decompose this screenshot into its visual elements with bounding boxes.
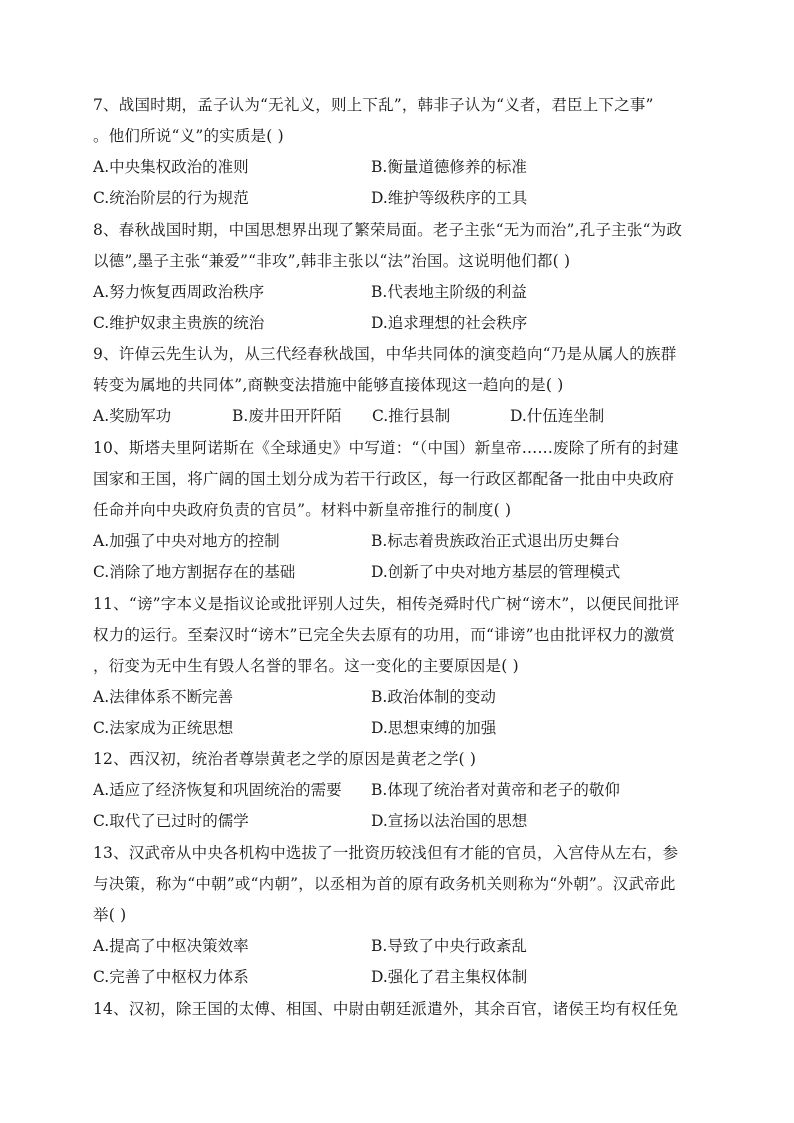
question-12-options-row-1 [93, 775, 713, 806]
option-d[interactable]: D.维护等级秩序的工具 [371, 189, 528, 207]
option-d[interactable]: D.追求理想的社会秩序 [371, 314, 528, 332]
question-text-line: 8、春秋战国时期，中国思想界出现了繁荣局面。老子主张“无为而治”,孔子主张“为政 [93, 221, 683, 239]
option-b[interactable]: B.废井田开阡陌 [232, 407, 342, 425]
question-13-options-row-2 [93, 962, 713, 993]
option-b[interactable]: B.导致了中央行政紊乱 [371, 937, 527, 955]
question-text-line: 国家和王国，将广阔的国土划分成为若干行政区，每一行政区都配备一批由中央政府 [93, 470, 674, 488]
question-11-options-row-1 [93, 682, 713, 713]
question-8-stem [93, 215, 703, 277]
question-12-stem [93, 744, 703, 775]
question-text-line: 11、“谤”字本义是指议论或批评别人过失，相传尧舜时代广树“谤木”，以便民间批评 [93, 595, 680, 613]
question-text-line: 13、汉武帝从中央各机构中选拔了一批资历较浅但有才能的官员，入宫侍从左右，参 [93, 844, 679, 862]
question-text-line: 转变为属地的共同体”,商鞅变法措施中能够直接体现这一趋向的是( ) [93, 376, 564, 394]
question-text-line: 与决策，称为“中朝”或“内朝”，以丞相为首的原有政务机关则称为“外朝”。汉武帝此 [93, 875, 676, 893]
option-d[interactable]: D.宣扬以法治国的思想 [371, 812, 528, 830]
question-text-line: 12、西汉初，统治者尊崇黄老之学的原因是黄老之学( ) [93, 750, 477, 768]
question-10-options-row-2 [93, 557, 713, 588]
question-9-options-row [93, 401, 713, 432]
question-8-options-row-2 [93, 308, 713, 339]
option-a[interactable]: A.加强了中央对地方的控制 [93, 532, 280, 550]
question-7-stem [93, 90, 703, 152]
question-12-options-row-2 [93, 806, 713, 837]
question-text-line: ，衍变为无中生有毁人名誉的罪名。这一变化的主要原因是( ) [93, 657, 519, 675]
option-c[interactable]: C.推行县制 [372, 407, 451, 425]
option-a[interactable]: A.中央集权政治的准则 [93, 158, 249, 176]
question-9-stem [93, 339, 703, 401]
option-b[interactable]: B.代表地主阶级的利益 [371, 283, 527, 301]
question-text-line: 10、斯塔夫里阿诺斯在《全球通史》中写道：“（中国）新皇帝……废除了所有的封建 [93, 439, 679, 457]
option-c[interactable]: C.维护奴隶主贵族的统治 [93, 314, 265, 332]
question-8-options-row-1 [93, 277, 713, 308]
option-a[interactable]: A.奖励军功 [93, 407, 172, 425]
question-text-line: 9、许倬云先生认为，从三代经春秋战国，中华共同体的演变趋向“乃是从属人的族群 [93, 345, 677, 363]
option-d[interactable]: D.强化了君主集权体制 [371, 968, 528, 986]
option-c[interactable]: C.法家成为正统思想 [93, 719, 234, 737]
question-text-line: 权力的运行。至秦汉时“谤木”已完全失去原有的功用，而“诽谤”也由批评权力的激赏 [93, 626, 675, 644]
question-10-stem [93, 433, 703, 526]
option-d[interactable]: D.思想束缚的加强 [371, 719, 497, 737]
question-text-line: 7、战国时期，孟子认为“无礼义，则上下乱”，韩非子认为“义者，君臣上下之事” [93, 96, 654, 114]
option-a[interactable]: A.提高了中枢决策效率 [93, 937, 249, 955]
option-b[interactable]: B.政治体制的变动 [371, 688, 496, 706]
question-text-line: 举( ) [93, 906, 127, 924]
question-13-options-row-1 [93, 931, 713, 962]
question-11-options-row-2 [93, 713, 713, 744]
question-14-stem [93, 994, 703, 1025]
option-c[interactable]: C.完善了中枢权力体系 [93, 968, 249, 986]
question-text-line: 14、汉初，除王国的太傅、相国、中尉由朝廷派遣外，其余百官，诸侯王均有权任免 [93, 1000, 679, 1018]
option-a[interactable]: A.努力恢复西周政治秩序 [93, 283, 265, 301]
question-7-options-row-2 [93, 183, 713, 214]
question-text-line: 任命并向中央政府负责的官员”。材料中新皇帝推行的制度( ) [93, 501, 512, 519]
option-b[interactable]: B.标志着贵族政治正式退出历史舞台 [371, 532, 620, 550]
question-13-stem [93, 838, 703, 931]
question-7-options-row-1 [93, 152, 713, 183]
question-11-stem [93, 589, 703, 682]
option-c[interactable]: C.统治阶层的行为规范 [93, 189, 249, 207]
option-b[interactable]: B.衡量道德修养的标准 [371, 158, 527, 176]
question-text-line: 以德”,墨子主张“兼爱”“非攻”,韩非主张以“法”治国。这说明他们都( ) [93, 252, 571, 270]
option-c[interactable]: C.消除了地方割据存在的基础 [93, 563, 296, 581]
option-b[interactable]: B.体现了统治者对黄帝和老子的敬仰 [371, 781, 620, 799]
question-text-line: 。他们所说“义”的实质是( ) [93, 127, 284, 145]
option-d[interactable]: D.创新了中央对地方基层的管理模式 [371, 563, 621, 581]
option-d[interactable]: D.什伍连坐制 [510, 407, 605, 425]
option-a[interactable]: A.法律体系不断完善 [93, 688, 234, 706]
option-c[interactable]: C.取代了已过时的儒学 [93, 812, 249, 830]
option-a[interactable]: A.适应了经济恢复和巩固统治的需要 [93, 781, 342, 799]
question-10-options-row-1 [93, 526, 713, 557]
